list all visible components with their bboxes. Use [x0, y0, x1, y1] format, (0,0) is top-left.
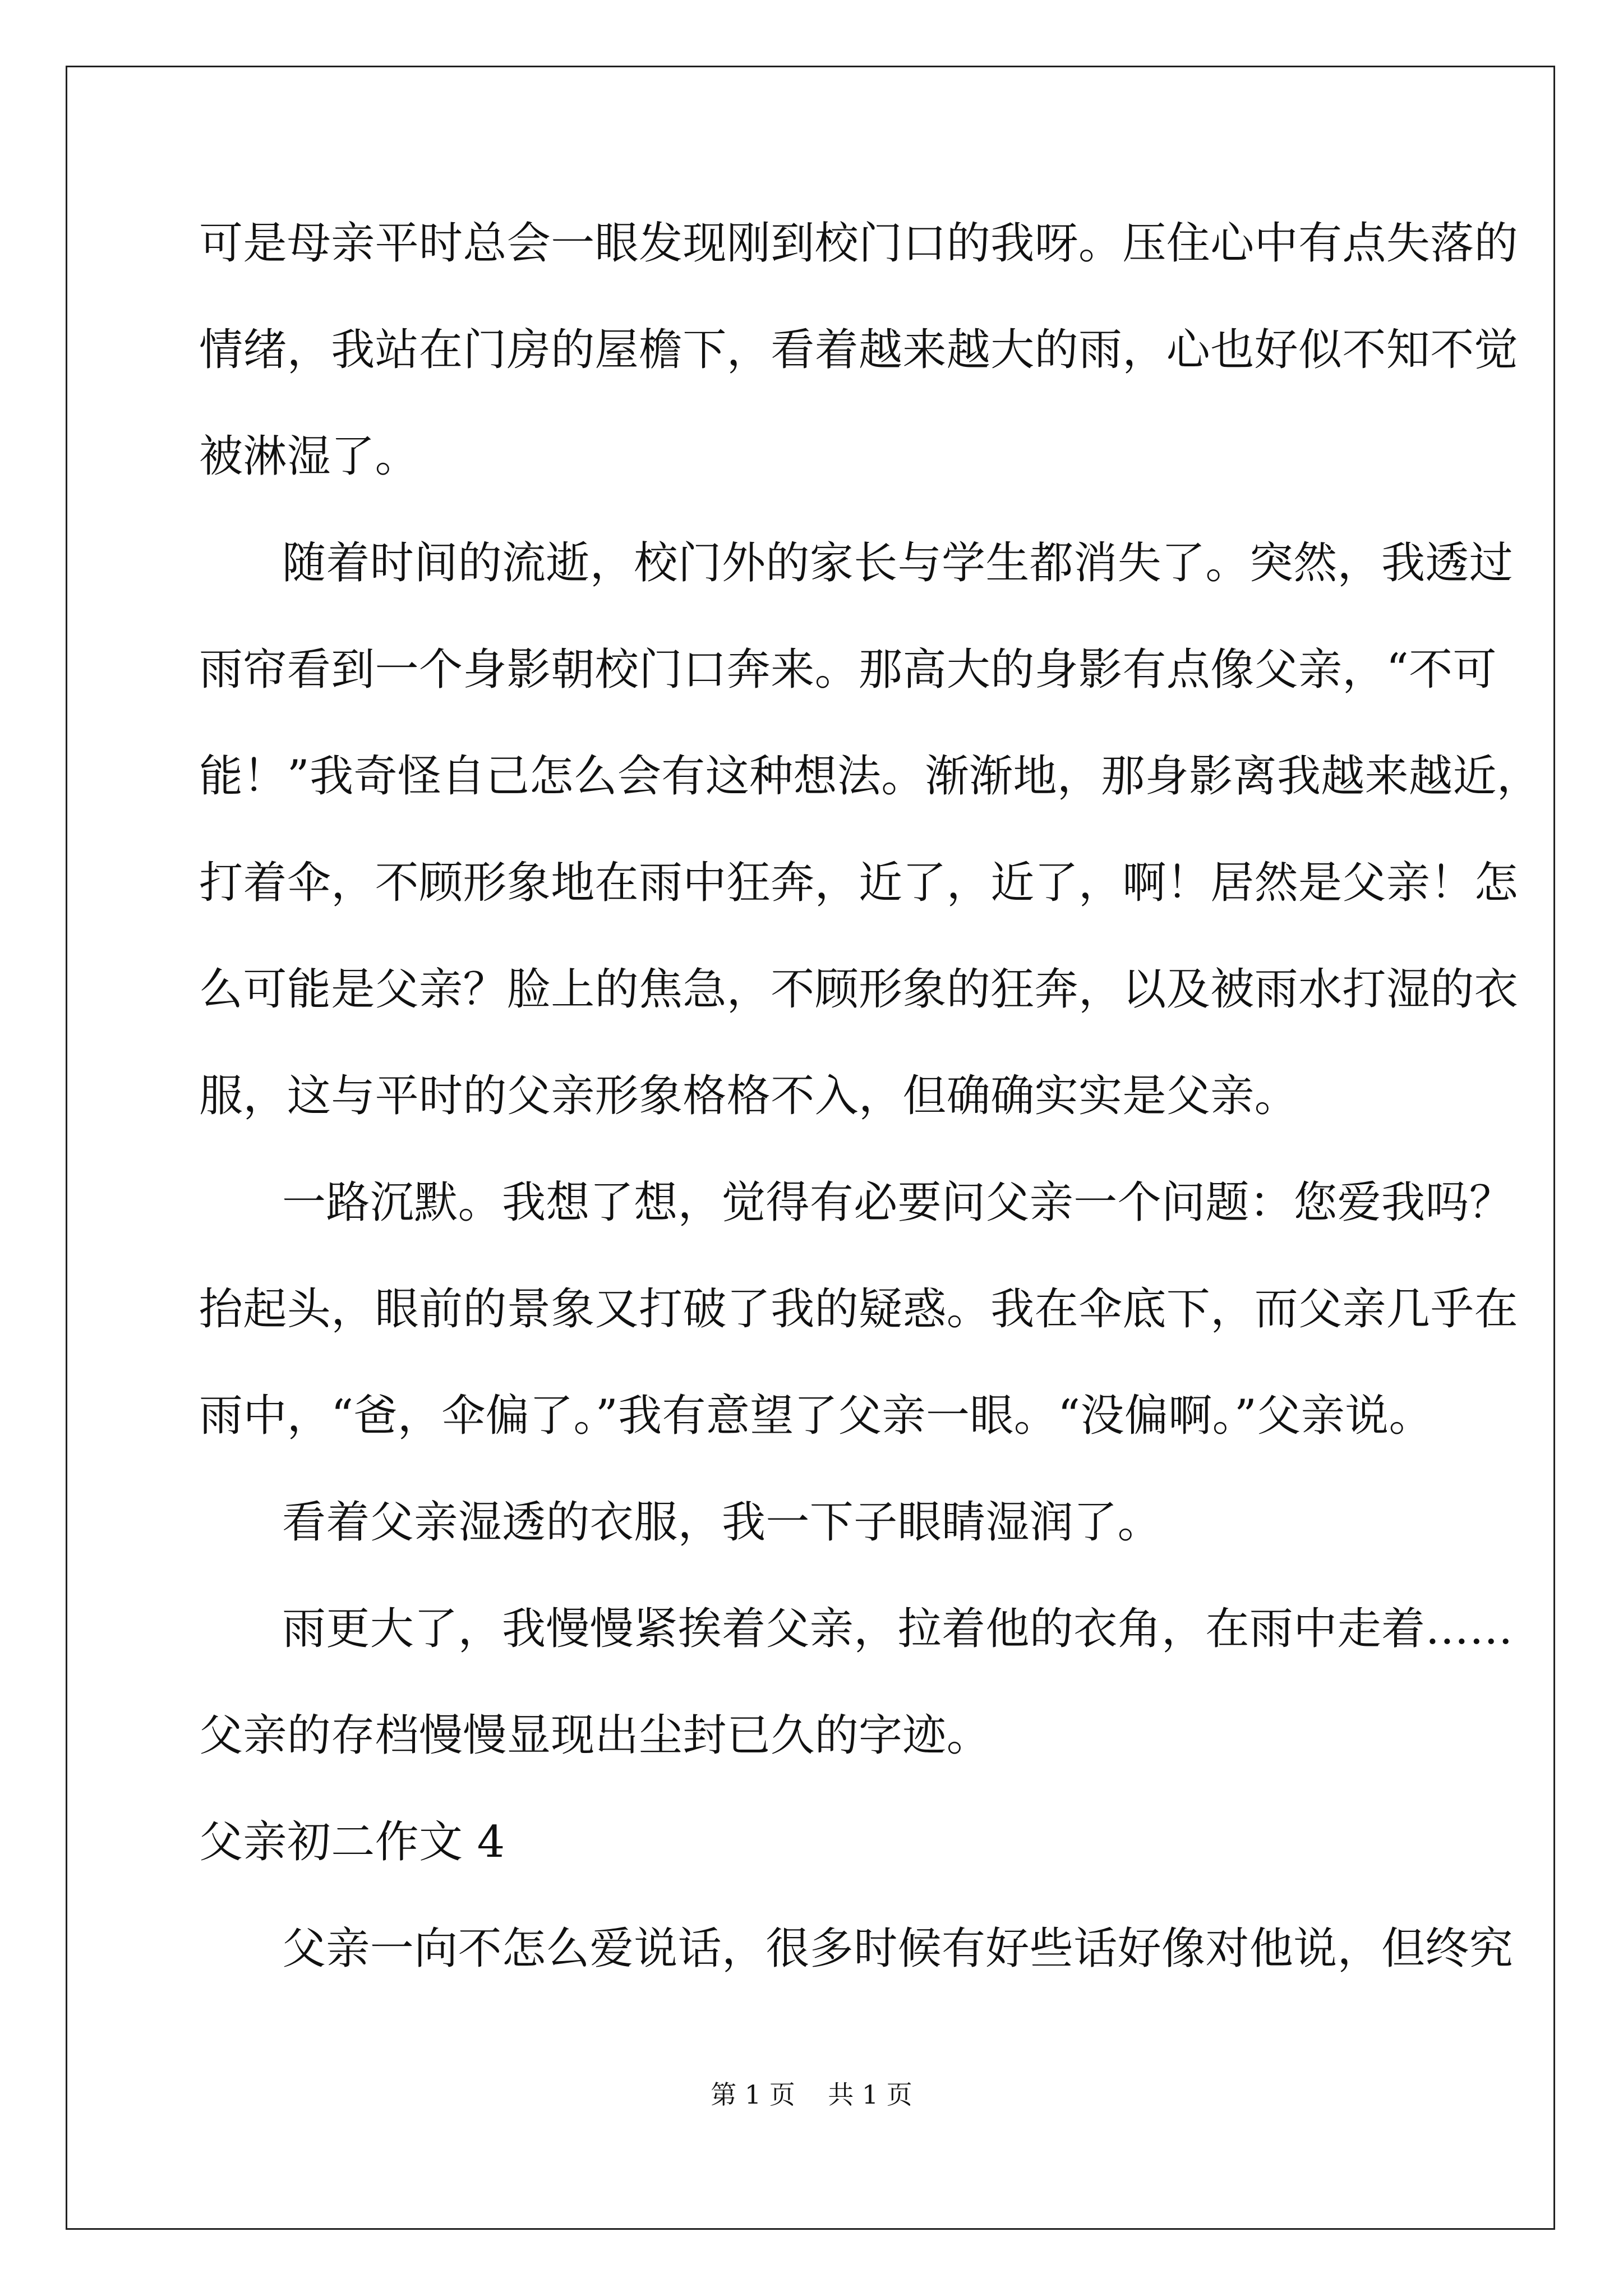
text-line: 一路沉默。我想了想，觉得有必要问父亲一个问题：您爱我吗？	[282, 1177, 1514, 1228]
text-line: 能！”我奇怪自己怎么会有这种想法。渐渐地，那身影离我越来越近，	[199, 751, 1541, 802]
text-line: 被淋湿了。	[199, 431, 419, 482]
text-line: 可是母亲平时总会一眼发现刚到校门口的我呀。压住心中有点失落的	[199, 218, 1519, 269]
text-line: 父亲一向不怎么爱说话，很多时候有好些话好像对他说，但终究	[282, 1924, 1514, 1974]
text-line: 随着时间的流逝，校门外的家长与学生都消失了。突然，我透过	[282, 538, 1514, 588]
text-line: 雨中，“爸，伞偏了。”我有意望了父亲一眼。“没偏啊。”父亲说。	[199, 1391, 1433, 1441]
text-line: 打着伞，不顾形象地在雨中狂奔，近了，近了，啊！居然是父亲！怎	[199, 858, 1519, 908]
text-line: 情绪，我站在门房的屋檐下，看着越来越大的雨，心也好似不知不觉	[199, 325, 1519, 375]
page-footer: 第 1 页 共 1 页	[711, 2079, 912, 2110]
text-line: 服，这与平时的父亲形象格格不入，但确确实实是父亲。	[199, 1071, 1299, 1121]
text-line: 抬起头，眼前的景象又打破了我的疑惑。我在伞底下，而父亲几乎在	[199, 1284, 1519, 1335]
text-line: 父亲的存档慢慢显现出尘封已久的字迹。	[199, 1710, 991, 1761]
text-line: 雨更大了，我慢慢紧挨着父亲，拉着他的衣角，在雨中走着……	[282, 1604, 1514, 1654]
text-line: 雨帘看到一个身影朝校门口奔来。那高大的身影有点像父亲，“不可	[199, 645, 1497, 695]
text-line: 么可能是父亲？脸上的焦急，不顾形象的狂奔，以及被雨水打湿的衣	[199, 964, 1519, 1015]
section-heading: 父亲初二作文 4	[199, 1817, 505, 1867]
text-line: 看着父亲湿透的衣服，我一下子眼睛湿润了。	[282, 1497, 1162, 1548]
page-border	[66, 66, 1555, 2230]
